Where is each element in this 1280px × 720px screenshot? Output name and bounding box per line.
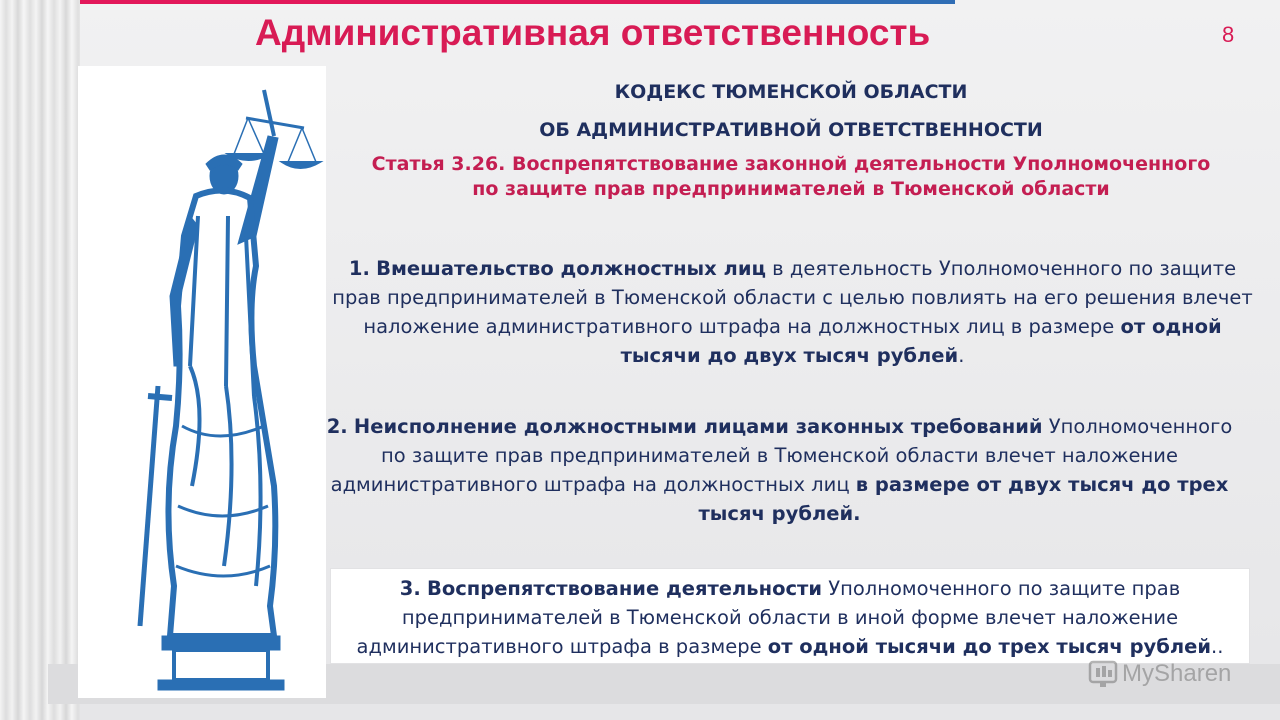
article-title: Статья 3.26. Воспрепятствование законной деятельности Уполномоченного по защите прав предпринимателей в Тюменской области xyxy=(371,153,1211,200)
top-accent-bar-blue xyxy=(700,0,955,4)
top-accent-bar-red xyxy=(80,0,700,4)
article-item-3 xyxy=(340,574,1240,661)
watermark-brand: MySharen xyxy=(1122,660,1232,687)
slide-title: Административная ответственность xyxy=(255,12,931,53)
mysharen-logo-icon xyxy=(1088,660,1118,688)
item3-text: Уполномоченного по защите прав предпринимателей в Тюменской области в иной форме влечет наложение административного штрафа в размере xyxy=(356,577,1181,658)
item3-penalty: от одной тысячи до трех тысяч рублей xyxy=(767,635,1212,658)
code-title-line2: ОБ АДМИНИСТРАТИВНОЙ ОТВЕТСТВЕННОСТИ xyxy=(539,119,1043,141)
item1-number: 1. xyxy=(348,257,370,280)
page-number: 8 xyxy=(1222,22,1235,47)
item1-lead: Вмешательство должностных лиц xyxy=(376,257,766,280)
article-header xyxy=(326,80,1256,202)
article-item-1 xyxy=(330,254,1255,370)
item1-text: в деятельность Уполномоченного по защите прав предпринимателей в Тюменской области с целью повлиять на его решения влечет наложение административного штрафа на должностных лиц в размере xyxy=(332,257,1253,338)
item3-lead: Воспрепятствование деятельности xyxy=(426,577,822,600)
item2-text: Уполномоченного по защите прав предпринимателей в Тюменской области влечет наложение административного штрафа на должностных лиц xyxy=(330,415,1233,496)
item2-number: 2. xyxy=(326,415,348,438)
mysharen-watermark xyxy=(1088,660,1231,688)
curtain-decoration xyxy=(0,0,80,720)
item1-end: . xyxy=(958,344,965,367)
item3-number: 3. xyxy=(399,577,421,600)
article-item-2 xyxy=(322,412,1237,528)
lady-justice-statue-icon xyxy=(78,66,326,698)
code-title-line1: КОДЕКС ТЮМЕНСКОЙ ОБЛАСТИ xyxy=(614,81,968,103)
item2-penalty: в размере от двух тысяч до трех тысяч рублей. xyxy=(698,473,1229,525)
item2-lead: Неисполнение должностными лицами законных требований xyxy=(353,415,1043,438)
item3-end: .. xyxy=(1211,635,1224,658)
item1-penalty: от одной тысячи до двух тысяч рублей xyxy=(620,315,1222,367)
